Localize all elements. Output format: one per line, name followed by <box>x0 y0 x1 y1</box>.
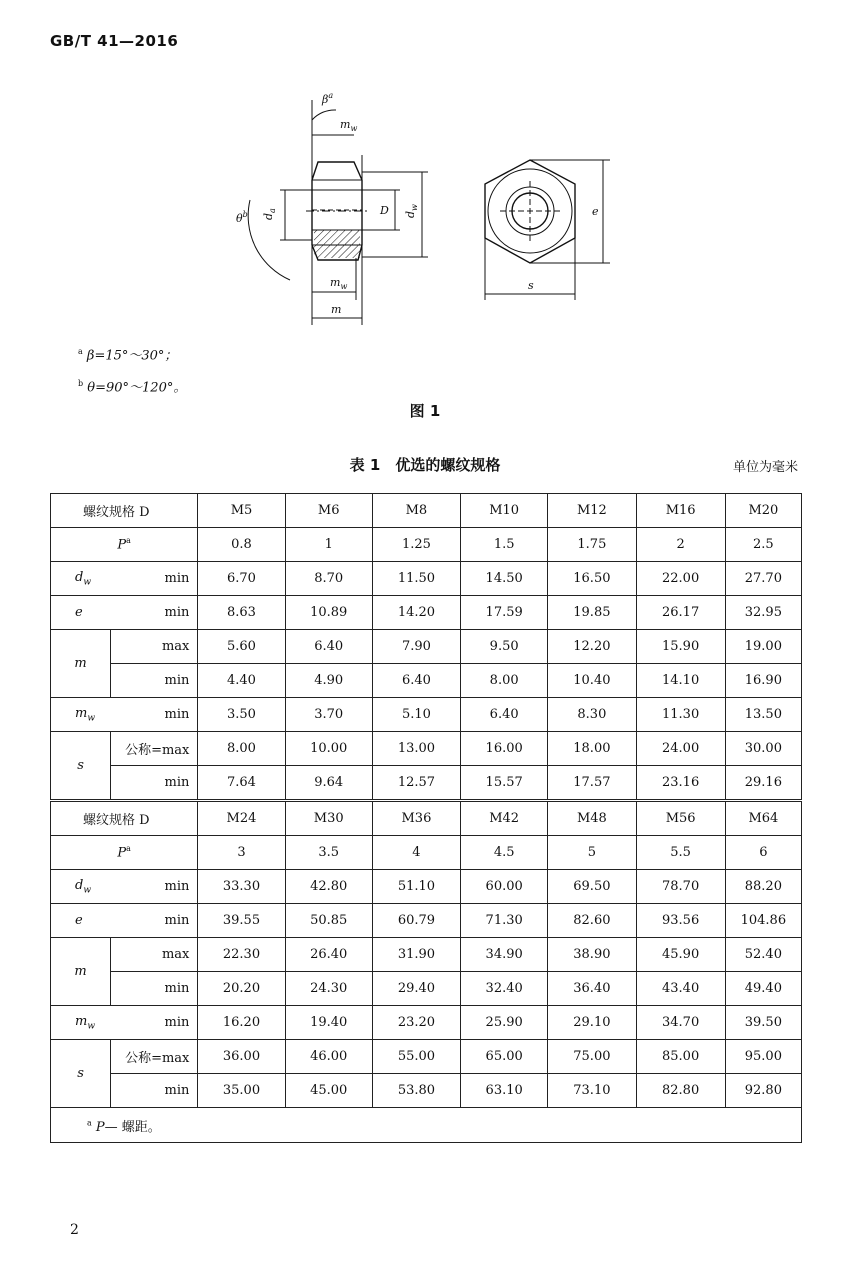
pitch-cell: 1.25 <box>372 528 460 562</box>
s-min-cell: 17.57 <box>548 766 636 801</box>
table-title: 表 1 优选的螺纹规格 <box>349 456 501 474</box>
pitch-cell: 3.5 <box>285 836 372 870</box>
thread-size-cell: M56 <box>636 801 725 836</box>
m-label: m <box>51 938 111 1006</box>
m-min-cell: 32.40 <box>461 972 548 1006</box>
nut-drawing <box>0 80 850 340</box>
pitch-cell: 2.5 <box>725 528 801 562</box>
m-max-cell: 31.90 <box>372 938 460 972</box>
m-max-cell: 52.40 <box>725 938 801 972</box>
figure-caption: 图 1 <box>409 402 441 420</box>
m-min-cell: 8.00 <box>461 664 548 698</box>
mw-min-cell: 6.40 <box>461 698 548 732</box>
dw-min-cell: 60.00 <box>461 870 548 904</box>
svg-text:mw <box>330 276 347 291</box>
dw-min-cell: 6.70 <box>198 562 285 596</box>
m-min-cell: 4.90 <box>285 664 372 698</box>
m-max-cell: 15.90 <box>636 630 725 664</box>
figure-notes <box>78 338 186 403</box>
m-min-cell: 43.40 <box>636 972 725 1006</box>
s-max-cell: 30.00 <box>725 732 801 766</box>
m-max-cell: 22.30 <box>198 938 285 972</box>
pitch-cell: 6 <box>725 836 801 870</box>
s-min-cell: 35.00 <box>198 1074 285 1108</box>
mw-min-cell: 3.50 <box>198 698 285 732</box>
s-max-row <box>51 1040 802 1074</box>
dw-min-cell: 8.70 <box>285 562 372 596</box>
s-min-row <box>51 1074 802 1108</box>
thread-size-cell: M8 <box>372 494 460 528</box>
s-min-cell: 15.57 <box>461 766 548 801</box>
m-min-cell: 10.40 <box>548 664 636 698</box>
pitch-cell: 1.75 <box>548 528 636 562</box>
pitch-cell: 4 <box>372 836 460 870</box>
m-min-row <box>51 972 802 1006</box>
pitch-cell: 0.8 <box>198 528 285 562</box>
m-min-cell: 49.40 <box>725 972 801 1006</box>
e-label: e min <box>51 596 198 630</box>
mw-label: $m_w$ min <box>51 1006 198 1040</box>
thread-size-cell: M12 <box>548 494 636 528</box>
dw-min-cell: 16.50 <box>548 562 636 596</box>
m-min-cell: 24.30 <box>285 972 372 1006</box>
e-min-cell: 60.79 <box>372 904 460 938</box>
label-mw-top: m <box>340 118 351 131</box>
mw-min-cell: 34.70 <box>636 1006 725 1040</box>
m-min-cell: 36.40 <box>548 972 636 1006</box>
pitch-cell: 1.5 <box>461 528 548 562</box>
label-beta-mark: a <box>328 91 334 100</box>
svg-text:mw <box>340 118 357 133</box>
m-min-cell: 29.40 <box>372 972 460 1006</box>
thread-size-cell: M36 <box>372 801 460 836</box>
standard-number: GB/T 41—2016 <box>50 32 179 50</box>
thread-size-cell: M16 <box>636 494 725 528</box>
s-min-cell: 12.57 <box>372 766 460 801</box>
thread-size-cell: M5 <box>198 494 285 528</box>
s-min-cell: 45.00 <box>285 1074 372 1108</box>
s-min-cell: 73.10 <box>548 1074 636 1108</box>
pitch-cell: 1 <box>285 528 372 562</box>
spec-label: 螺纹规格 D <box>51 494 198 528</box>
dw-min-cell: 88.20 <box>725 870 801 904</box>
label-m: m <box>331 303 342 316</box>
e-min-cell: 19.85 <box>548 596 636 630</box>
label-theta-mark: b <box>242 210 248 219</box>
m-min-cell: 14.10 <box>636 664 725 698</box>
s-max-cell: 10.00 <box>285 732 372 766</box>
e-min-cell: 17.59 <box>461 596 548 630</box>
s-min-cell: 7.64 <box>198 766 285 801</box>
s-max-cell: 85.00 <box>636 1040 725 1074</box>
m-max-cell: 9.50 <box>461 630 548 664</box>
e-min-cell: 71.30 <box>461 904 548 938</box>
spec-label: 螺纹规格 D <box>51 801 198 836</box>
s-max-qualifier: 公称=max <box>111 1040 198 1074</box>
m-min-cell: 6.40 <box>372 664 460 698</box>
pitch-cell: 2 <box>636 528 725 562</box>
s-min-cell: 29.16 <box>725 766 801 801</box>
m-max-row <box>51 938 802 972</box>
label-mw-top-sub: w <box>350 124 358 133</box>
s-max-cell: 55.00 <box>372 1040 460 1074</box>
label-da-sub: a <box>268 208 277 213</box>
pitch-cell: 5.5 <box>636 836 725 870</box>
s-max-cell: 36.00 <box>198 1040 285 1074</box>
s-min-cell: 82.80 <box>636 1074 725 1108</box>
label-mw-bottom: m <box>330 276 341 289</box>
dw-row <box>51 562 802 596</box>
s-min-cell: 63.10 <box>461 1074 548 1108</box>
pitch-cell: 3 <box>198 836 285 870</box>
dw-min-cell: 11.50 <box>372 562 460 596</box>
s-min-cell: 92.80 <box>725 1074 801 1108</box>
pitch-label: $P^a$ <box>51 836 198 870</box>
thread-size-cell: M64 <box>725 801 801 836</box>
s-max-cell: 24.00 <box>636 732 725 766</box>
pitch-cell: 4.5 <box>461 836 548 870</box>
m-max-cell: 26.40 <box>285 938 372 972</box>
e-min-cell: 50.85 <box>285 904 372 938</box>
s-max-qualifier: 公称=max <box>111 732 198 766</box>
m-min-cell: 4.40 <box>198 664 285 698</box>
nut-top-view <box>485 160 610 300</box>
m-max-cell: 6.40 <box>285 630 372 664</box>
table-footnote: $^a$ P— 螺距。 <box>51 1108 802 1143</box>
m-max-cell: 5.60 <box>198 630 285 664</box>
dw-min-cell: 22.00 <box>636 562 725 596</box>
m-max-qualifier: max <box>111 938 198 972</box>
thread-size-cell: M30 <box>285 801 372 836</box>
thread-size-cell: M10 <box>461 494 548 528</box>
dw-min-cell: 27.70 <box>725 562 801 596</box>
pitch-cell: 5 <box>548 836 636 870</box>
mw-min-cell: 5.10 <box>372 698 460 732</box>
e-row <box>51 904 802 938</box>
label-dw-sub: w <box>410 204 419 211</box>
m-max-cell: 38.90 <box>548 938 636 972</box>
e-min-cell: 39.55 <box>198 904 285 938</box>
m-max-cell: 45.90 <box>636 938 725 972</box>
label-dw: d <box>404 210 417 218</box>
s-min-cell: 53.80 <box>372 1074 460 1108</box>
e-label: e min <box>51 904 198 938</box>
s-max-cell: 8.00 <box>198 732 285 766</box>
mw-label: $m_w$ min <box>51 698 198 732</box>
thread-size-cell: M48 <box>548 801 636 836</box>
e-row <box>51 596 802 630</box>
mw-min-cell: 19.40 <box>285 1006 372 1040</box>
m-label: m <box>51 630 111 698</box>
e-min-cell: 10.89 <box>285 596 372 630</box>
m-min-row <box>51 664 802 698</box>
table-unit: 单位为毫米 <box>732 460 798 475</box>
s-min-cell: 23.16 <box>636 766 725 801</box>
dw-row <box>51 870 802 904</box>
mw-min-cell: 11.30 <box>636 698 725 732</box>
s-max-cell: 65.00 <box>461 1040 548 1074</box>
s-min-row <box>51 766 802 801</box>
thread-size-cell: M24 <box>198 801 285 836</box>
table-body <box>51 494 802 1143</box>
dw-min-cell: 78.70 <box>636 870 725 904</box>
s-max-row <box>51 732 802 766</box>
pitch-row <box>51 836 802 870</box>
s-max-cell: 75.00 <box>548 1040 636 1074</box>
label-da: d <box>262 212 275 220</box>
mw-min-cell: 25.90 <box>461 1006 548 1040</box>
svg-text:βa <box>321 91 333 106</box>
e-min-cell: 26.17 <box>636 596 725 630</box>
label-D: D <box>380 204 389 217</box>
e-min-cell: 104.86 <box>725 904 801 938</box>
nut-drawing-figure <box>0 80 850 340</box>
svg-text:da <box>262 208 277 220</box>
label-e: e <box>592 205 599 218</box>
svg-text:θb <box>236 210 248 225</box>
mw-min-cell: 23.20 <box>372 1006 460 1040</box>
s-min-qualifier: min <box>111 766 198 801</box>
s-max-cell: 16.00 <box>461 732 548 766</box>
m-min-qualifier: min <box>111 972 198 1006</box>
thread-size-cell: M6 <box>285 494 372 528</box>
dw-min-cell: 33.30 <box>198 870 285 904</box>
pitch-label: $P^a$ <box>51 528 198 562</box>
e-min-cell: 8.63 <box>198 596 285 630</box>
e-min-cell: 14.20 <box>372 596 460 630</box>
s-min-cell: 9.64 <box>285 766 372 801</box>
dw-min-cell: 51.10 <box>372 870 460 904</box>
m-max-cell: 7.90 <box>372 630 460 664</box>
s-max-cell: 18.00 <box>548 732 636 766</box>
label-s: s <box>528 279 534 292</box>
m-min-cell: 20.20 <box>198 972 285 1006</box>
dw-min-cell: 69.50 <box>548 870 636 904</box>
spec-row <box>51 494 802 528</box>
nut-side-view <box>236 91 428 325</box>
m-min-cell: 16.90 <box>725 664 801 698</box>
page-number: 2 <box>70 1222 79 1238</box>
mw-min-cell: 39.50 <box>725 1006 801 1040</box>
e-min-cell: 32.95 <box>725 596 801 630</box>
figure-note-theta: $^b$ θ=90°～120°。 <box>78 379 187 396</box>
s-max-cell: 13.00 <box>372 732 460 766</box>
s-label: s <box>51 1040 111 1108</box>
m-max-row <box>51 630 802 664</box>
dw-label: $d_w$ min <box>51 870 198 904</box>
m-max-cell: 34.90 <box>461 938 548 972</box>
thread-size-cell: M20 <box>725 494 801 528</box>
s-label: s <box>51 732 111 801</box>
e-min-cell: 93.56 <box>636 904 725 938</box>
mw-min-cell: 16.20 <box>198 1006 285 1040</box>
s-max-cell: 46.00 <box>285 1040 372 1074</box>
m-max-cell: 12.20 <box>548 630 636 664</box>
footnote-row <box>51 1108 802 1143</box>
mw-min-cell: 13.50 <box>725 698 801 732</box>
mw-min-cell: 8.30 <box>548 698 636 732</box>
dw-min-cell: 14.50 <box>461 562 548 596</box>
spec-row <box>51 801 802 836</box>
e-min-cell: 82.60 <box>548 904 636 938</box>
s-min-qualifier: min <box>111 1074 198 1108</box>
s-max-cell: 95.00 <box>725 1040 801 1074</box>
mw-min-cell: 3.70 <box>285 698 372 732</box>
svg-text:dw <box>404 204 419 218</box>
thread-spec-table <box>50 493 802 1143</box>
mw-min-cell: 29.10 <box>548 1006 636 1040</box>
figure-note-beta: $^a$ β=15°～30°； <box>78 347 178 364</box>
m-max-cell: 19.00 <box>725 630 801 664</box>
dw-min-cell: 42.80 <box>285 870 372 904</box>
label-mw-bottom-sub: w <box>340 282 348 291</box>
mw-row <box>51 698 802 732</box>
mw-row <box>51 1006 802 1040</box>
pitch-row <box>51 528 802 562</box>
label-beta: β <box>322 93 329 106</box>
m-min-qualifier: min <box>111 664 198 698</box>
thread-size-cell: M42 <box>461 801 548 836</box>
m-max-qualifier: max <box>111 630 198 664</box>
label-theta: θ <box>236 212 243 225</box>
dw-label: $d_w$ min <box>51 562 198 596</box>
